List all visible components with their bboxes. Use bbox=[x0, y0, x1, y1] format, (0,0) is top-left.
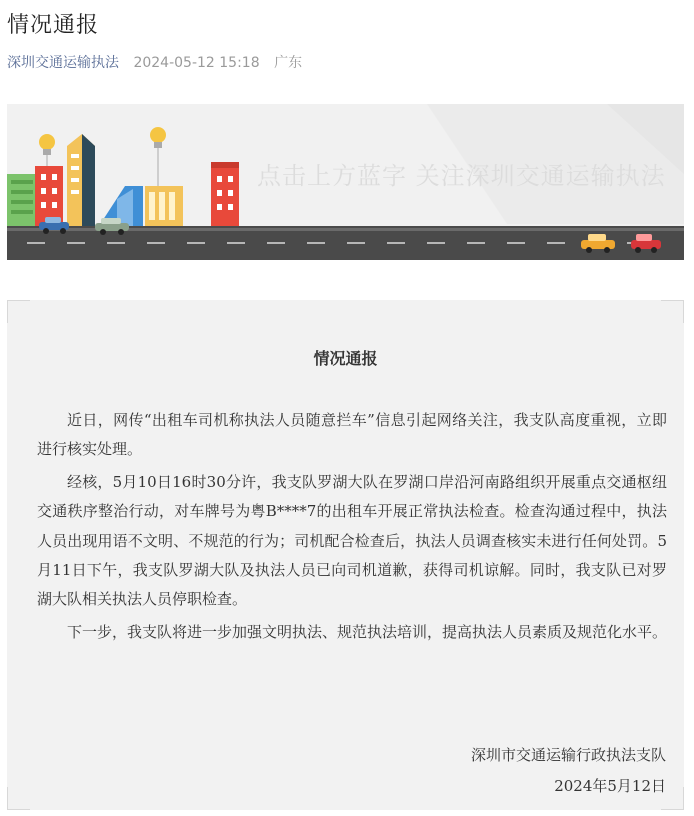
building-red-right bbox=[211, 162, 239, 226]
lightbulb-icon bbox=[39, 134, 55, 170]
article-meta bbox=[7, 52, 302, 72]
corner-decoration bbox=[7, 787, 30, 810]
building-tower bbox=[67, 134, 95, 226]
signature-date: 2024年5月12日 bbox=[554, 777, 666, 795]
corner-decoration bbox=[7, 300, 30, 323]
notice-paragraph: 下一步，我支队将进一步加强文明执法、规范执法培训，提高执法人员素质及规范化水平。 bbox=[67, 622, 668, 641]
notice-card bbox=[7, 300, 684, 810]
banner-slogan: 点击上方蓝字 关注深圳交通运输执法 bbox=[257, 162, 666, 190]
banner-image bbox=[7, 104, 684, 260]
publish-location: 广东 bbox=[274, 55, 303, 71]
notice-heading: 情况通报 bbox=[313, 349, 378, 368]
notice-body bbox=[37, 406, 667, 650]
corner-decoration bbox=[661, 300, 684, 323]
building-yellow bbox=[145, 186, 183, 226]
notice-signature bbox=[471, 740, 666, 802]
building-green bbox=[7, 174, 37, 226]
notice-paragraph: 近日，网传“出租车司机称执法人员随意拦车”信息引起网络关注，我支队高度重视，立即进行核实处理。 bbox=[37, 411, 667, 459]
article-title: 情况通报 bbox=[7, 13, 100, 38]
signature-org: 深圳市交通运输行政执法支队 bbox=[470, 746, 666, 764]
account-name-link[interactable]: 深圳交通运输执法 bbox=[7, 55, 119, 71]
lightbulb-icon bbox=[150, 127, 166, 186]
publish-time: 2024-05-12 15:18 bbox=[133, 55, 260, 71]
notice-paragraph: 经核，5月10日16时30分许，我支队罗湖大队在罗湖口岸沿河南路组织开展重点交通枢纽交通秩序整治行动，对车牌号为粤B****7的出租车开展正常执法检查。检查沟通过程中，执法人员出现用语不文明、不规范的行为；司机配合检查后，执法人员调查核实未进行任何处罚。5月11日下午，我支队罗湖大队及执法人员已向司机道歉，获得司机谅解。同时，我支队已对罗湖大队相关执法人员停职检查。 bbox=[37, 472, 667, 609]
